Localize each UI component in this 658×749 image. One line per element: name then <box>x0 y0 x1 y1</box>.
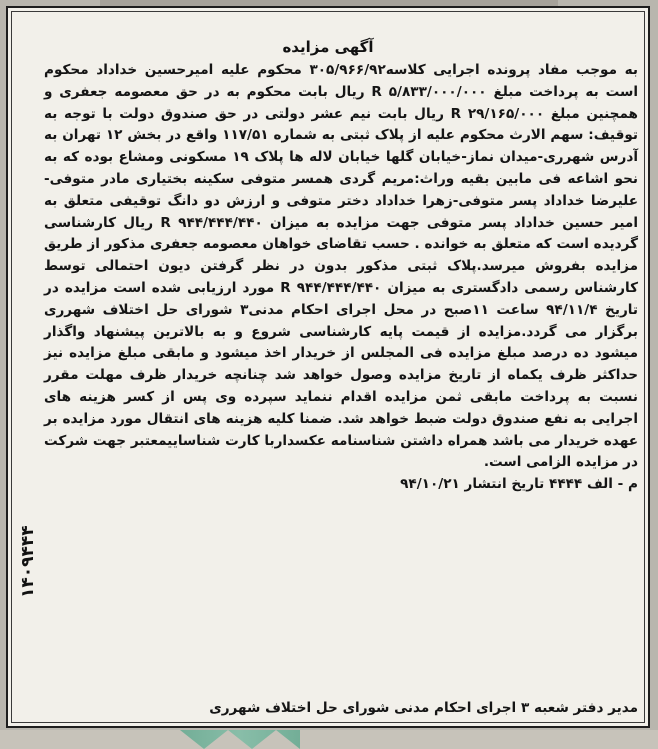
auction-notice <box>6 6 650 728</box>
notice-reference: م - الف ۴۴۴۴ تاریخ انتشار ۹۴/۱۰/۲۱ <box>400 476 638 493</box>
notice-body <box>44 60 638 496</box>
notice-title: آگهی مزایده <box>282 38 374 56</box>
notice-signature: مدیر دفتر شعبه ۳ اجرای احکام مدنی شورای حل اختلاف شهرری <box>209 700 638 716</box>
page-bottom-strip <box>0 730 658 749</box>
side-reference-code: ۱۴۰۹۴۴۴ <box>18 525 38 598</box>
notice-paragraph: به موجب مفاد پرونده اجرایی کلاسه۳۰۵/۹۶۶/۹۲ محکوم علیه امیرحسین خداداد محکوم است به پرداخت مبلغ R ۵/۸۳۳/۰۰۰/۰۰۰ ریال بابت محکوم به در حق معصومه جعفری و همچنین مبلغ R ۲۹/۱۶۵/۰۰۰ ریال بابت نیم عشر دولتی در حق صندوق دولت با توجه به توقیف: سهم الارث محکوم علیه از پلاک ثبتی به شماره ۱۱۷/۵۱ واقع در بخش ۱۲ تهران به آدرس شهرری-میدان نماز-خیابان گلها خیابان لاله ها پلاک ۱۹ مسکونی ومشاع بوده که به نحو اشاعه فی مابین بقیه وراث:مریم گردی همسر متوفی سکینه بختیاری مادر متوفی-علیرضا خداداد پسر متوفی-زهرا خداداد دختر متوفی و ارزش دو دانگ توقیفی متعلق به امیر حسین خداداد پسر متوفی جهت مزایده به میزان R ۹۴۴/۴۴۴/۴۴۰ ریال کارشناسی گردیده است که متعلق به خوانده . حسب تقاضای خواهان معصومه جعفری مذکور از طریق مزایده بفروش میرسد.پلاک ثبتی مذکور بدون در نظر گرفتن دیون احتمالی توسط کارشناس رسمی دادگستری به میزان R ۹۴۴/۴۴۴/۴۴۰ مورد ارزیابی شده است مزایده در تاریخ ۹۴/۱۱/۴ ساعت ۱۱صبح در محل اجرای احکام مدنی۳ شورای حل اختلاف شهرری برگزار می گردد.مزایده از قیمت پایه کارشناسی شروع و به بالاترین پیشنهاد واگذار میشود ده درصد مبلغ مزایده فی المجلس از خریدار اخذ میشود و مابقی مبلغ مزایده نیز حداکثر ظرف یکماه از تاریخ مزایده وصول خواهد شد چنانچه خریدار ظرف مهلت مقرر نسبت به پرداخت مابقی ثمن مزایده اقدام ننماید سپرده وی پس از کسر هزینه های اجرایی به نفع صندوق دولت ضبط خواهد شد. ضمنا کلیه هزینه های انتقال مورد مزایده بر عهده خریدار می باشد همراه داشتن شناسنامه عکسداربا کارت شناساییمعتبر جهت شرکت در مزایده الزامی است. <box>44 62 639 471</box>
